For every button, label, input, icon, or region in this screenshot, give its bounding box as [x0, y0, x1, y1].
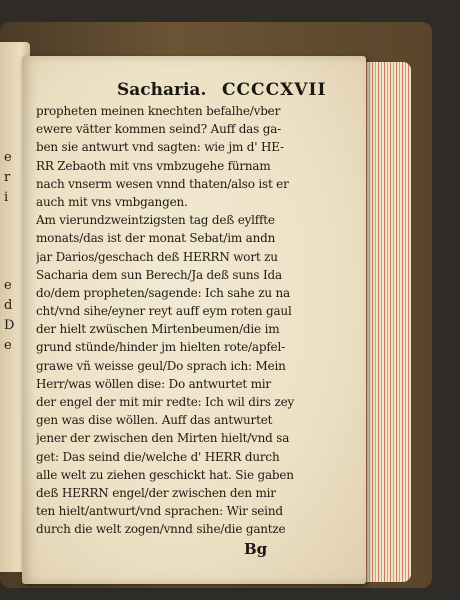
text-line: RR Zebaoth mit vns vmbzugehe fürnam	[36, 158, 271, 173]
text-line: der engel der mit mir redte: Ich wil dirs zey	[36, 395, 295, 409]
text-line: grund stünde/hinder jm hielten rote/apfel-	[36, 340, 285, 355]
text-line: grawe vñ weisse geul/Do sprach ich: Mein	[36, 358, 286, 373]
text-line: cht/vnd sihe/eyner reyt auff eym roten gaul	[36, 304, 292, 319]
left-page-fragment: d	[4, 298, 13, 313]
running-head: Sacharia.	[117, 80, 207, 100]
left-page-fragment: e	[4, 278, 12, 293]
text-line: nach vnserm wesen vnnd thaten/also ist er	[36, 176, 289, 191]
page-header	[117, 80, 347, 102]
text-line: propheten meinen knechten befalhe/vber	[36, 104, 281, 118]
text-line: ten hielt/antwurt/vnd sprachen: Wir seind	[36, 504, 283, 519]
signature-mark: Bg	[244, 540, 268, 558]
text-line: alle welt zu ziehen geschickt hat. Sie gaben	[36, 467, 294, 482]
text-line: jar Darios/geschach deß HERRN wort zu	[36, 249, 278, 264]
text-line: durch die welt zogen/vnnd sihe/die gantze	[36, 522, 286, 537]
folio-number: CCCCXVII	[222, 80, 327, 100]
text-line: Sacharia dem sun Berech/Ja deß suns Ida	[36, 267, 282, 282]
text-line: auch mit vns vmbgangen.	[36, 194, 188, 209]
text-line: Am vierundzweintzigsten tag deß eylffte	[36, 213, 275, 228]
text-line: do/dem propheten/sagende: Ich sahe zu na	[36, 285, 290, 300]
left-page-fragment: i	[4, 190, 9, 205]
left-page-fragment: D	[4, 318, 15, 333]
text-line: gen was dise wöllen. Auff das antwurtet	[36, 413, 273, 428]
text-line: get: Das seind die/welche d' HERR durch	[36, 449, 280, 464]
left-page-fragment: r	[4, 170, 11, 185]
text-line: ewere vätter kommen seind? Auff das ga-	[36, 122, 282, 137]
right-page	[22, 56, 366, 584]
text-line: jener der zwischen den Mirten hielt/vnd sa	[36, 431, 290, 446]
left-page-fragment: e	[4, 150, 12, 165]
left-page-fragment: e	[4, 338, 12, 353]
body-text	[36, 102, 356, 539]
text-line: deß HERRN engel/der zwischen den mir	[36, 485, 276, 500]
text-line: Herr/was wöllen dise: Do antwurtet mir	[36, 376, 271, 391]
text-line: monats/das ist der monat Sebat/im andn	[36, 231, 276, 246]
text-line: ben sie antwurt vnd sagten: wie jm d' HE-	[36, 140, 284, 155]
text-line: der hielt zwüschen Mirtenbeumen/die im	[36, 322, 280, 337]
